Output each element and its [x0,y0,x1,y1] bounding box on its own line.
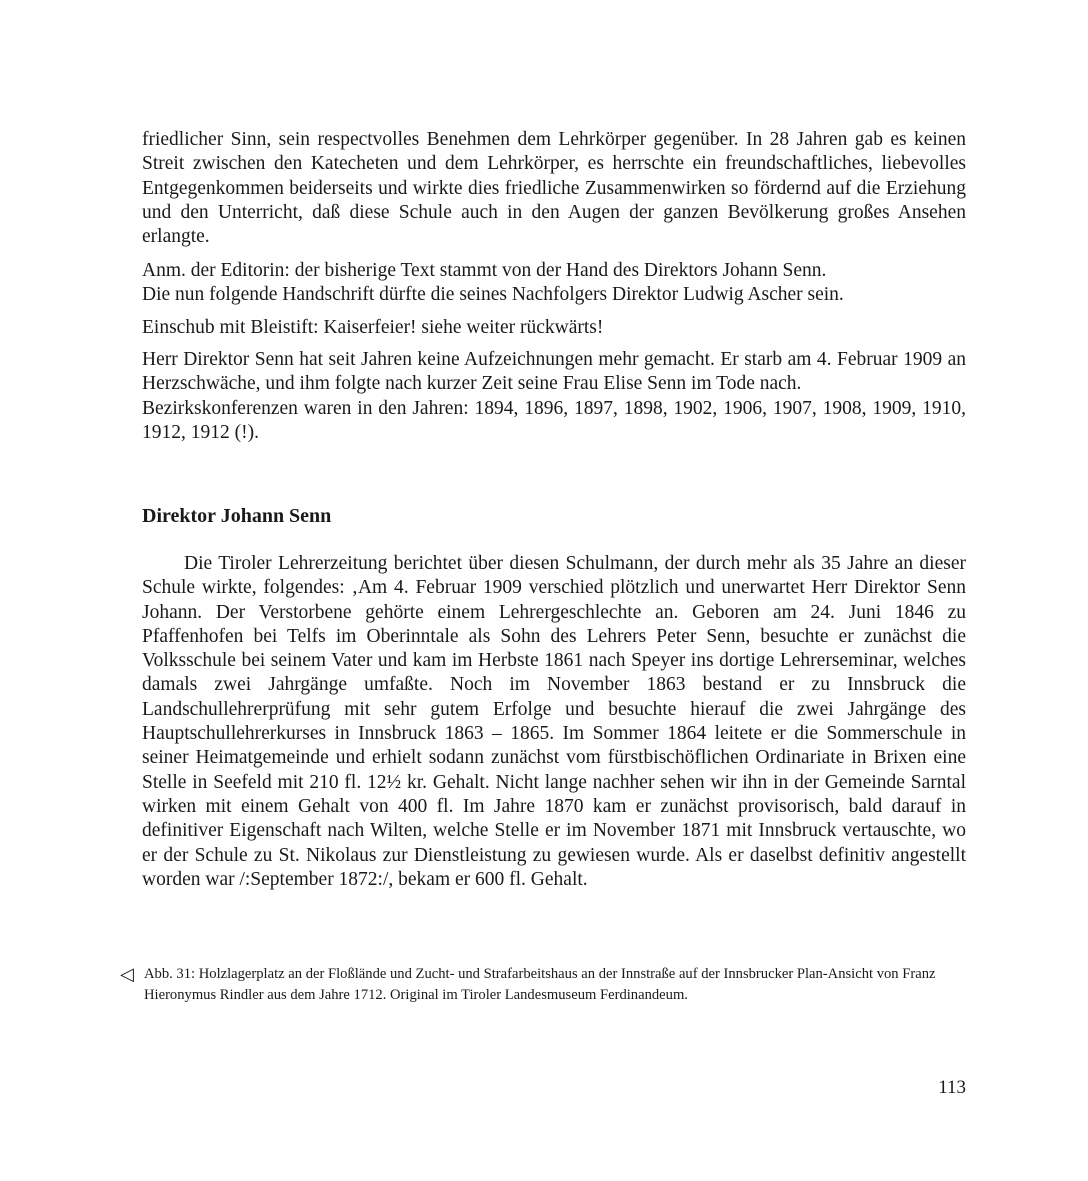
main-paragraph: Die Tiroler Lehrerzeitung berichtet über diesen Schulmann, der durch mehr als 35 Jahre an dieser Schule wirkte, folgendes: ‚Am 4. Februar 1909 verschied plötzlich und unerwartet Herr Direktor Senn Johann. Der Verstorbene gehörte einem Lehrergeschlechte an. Geboren am 24. Juni 1846 zu Pfaffenhofen bei Telfs im Oberinntale als Sohn des Lehrers Peter Senn, besuchte er zunächst die Volksschule bei seinem Vater und kam im Herbste 1861 nach Speyer ins dortige Lehrerseminar, welches damals zwei Jahrgänge umfaßte. Noch im November 1863 bestand er zu Innsbruck die Landschullehrerprüfung mit sehr gutem Erfolge und besuchte hierauf die zwei Jahrgänge des Hauptschullehrerkurses in Innsbruck 1863 – 1865. Im Sommer 1864 leitete er die Sommerschule in seiner Heimatgemeinde und erhielt sodann zunächst vom fürstbischöflichen Ordinariate in Brixen eine Stelle in Seefeld mit 210 fl. 12½ kr. Gehalt. Nicht lange nachher sehen wir ihn in der Gemeinde Sarntal wirken mit einem Gehalt von 400 fl. Im Jahre 1870 kam er zunächst provisorisch, bald darauf in definitiver Eigenschaft nach Wilten, welche Stelle er im November 1871 mit Innsbruck vertauschte, wo er der Schule zu St. Nikolaus zur Dienstleistung zu gewiesen wurde. Als er daselbst definitiv angestellt worden war /:September 1872:/, bekam er 600 fl. Gehalt. [142,553,966,890]
intro-text: friedlicher Sinn, sein respectvolles Benehmen dem Lehrkörper gegenüber. In 28 Jahren gab es keinen Streit zwischen den Katecheten und dem Lehrkörper, es herrschte ein freundschaftliches, liebevolles Entgegenkommen beiderseits und wirkte dies friedliche Zusammenwirken so fördernd auf die Erziehung und den Unterricht, daß diese Schule auch in den Augen der ganzen Bevölkerung großes Ansehen erlangte. [142,129,966,248]
conferences-paragraph: Bezirkskonferenzen waren in den Jahren: 1894, 1896, 1897, 1898, 1902, 1906, 1907, 1908, 1909, 1910, 1912, 1912 (!). [142,397,966,443]
editor-note [142,259,966,308]
intro-paragraph [142,128,966,249]
main-article [142,552,966,892]
section-heading: Direktor Johann Senn [142,505,332,527]
page-number: 113 [938,1077,966,1098]
editor-note-line-2: Die nun folgende Handschrift dürfte die seines Nachfolgers Direktor Ludwig Ascher sein. [142,284,844,306]
death-and-conferences [142,348,966,445]
figure-caption [120,964,966,1006]
editor-note-line-1: Anm. der Editorin: der bisherige Text stammt von der Hand des Direktors Johann Senn. [142,260,827,281]
death-paragraph: Herr Direktor Senn hat seit Jahren keine Aufzeichnungen mehr gemacht. Er starb am 4. Februar 1909 an Herzschwäche, und ihm folgte nach kurzer Zeit seine Frau Elise Senn im Tode nach. [142,349,966,395]
left-triangle-icon: ◁ [120,964,134,984]
pencil-note-text: Einschub mit Bleistift: Kaiserfeier! siehe weiter rückwärts! [142,317,604,338]
caption-text: Abb. 31: Holzlagerplatz an der Floßlände und Zucht- und Strafarbeitshaus an der Innstraße auf der Innsbrucker Plan-Ansicht von Franz Hieronymus Rindler aus dem Jahre 1712. Original im Tiroler Landesmuseum Ferdinandeum. [144,966,936,1003]
pencil-note [142,316,966,340]
